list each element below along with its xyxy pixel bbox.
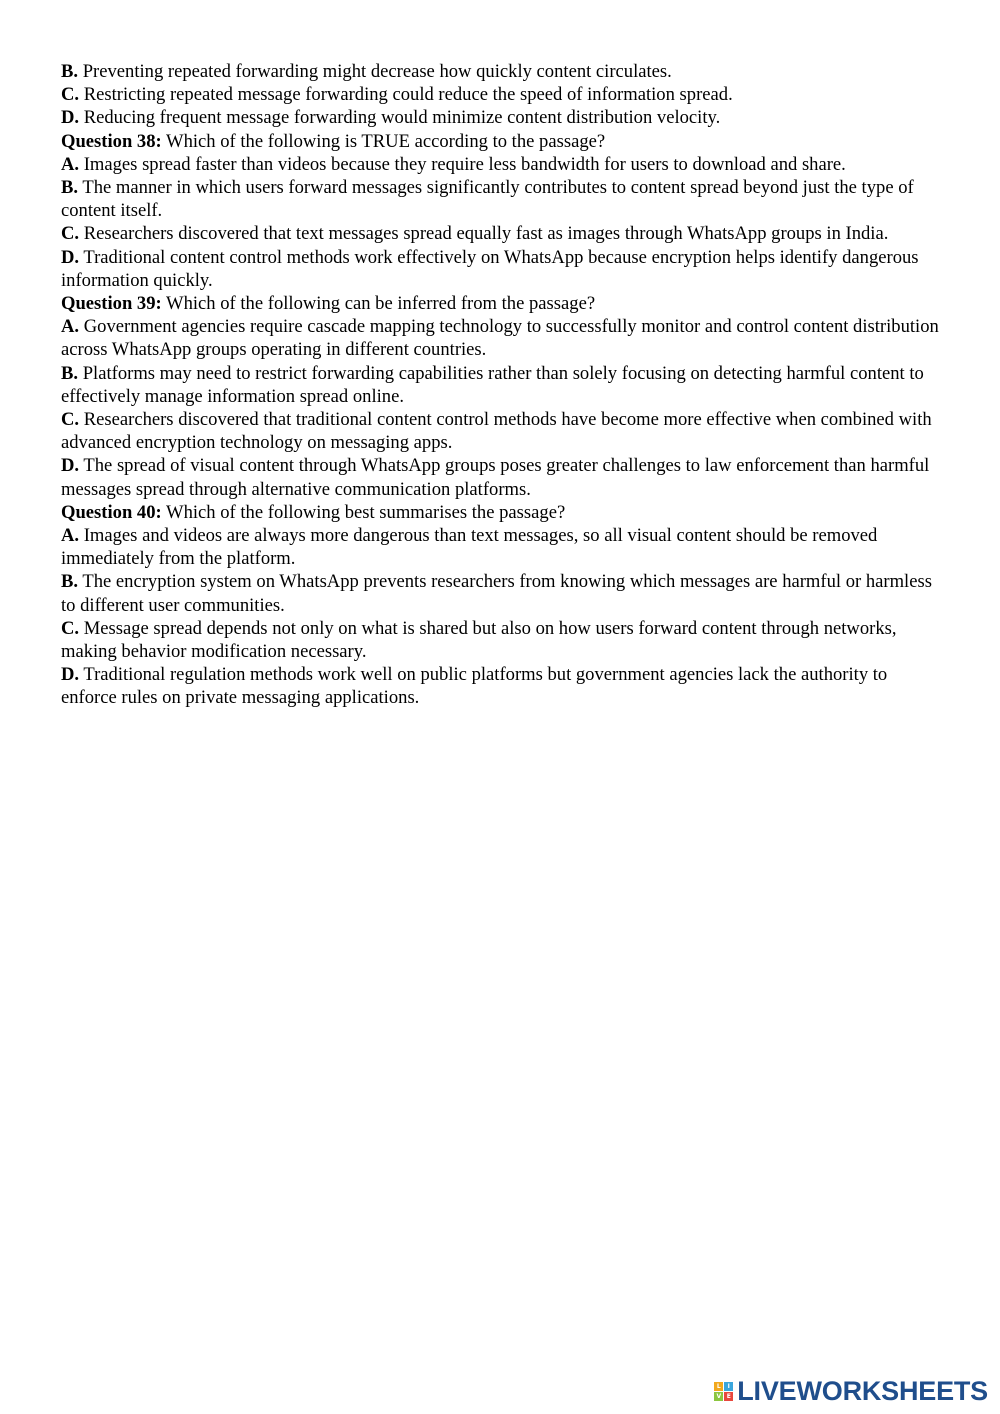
option-label: B. [61,61,79,82]
option-text: Researchers discovered that traditional content control methods have become more effective when combined with advanced encryption technology on messaging apps. [61,409,932,454]
option-text: Message spread depends not only on what is shared but also on how users forward content through networks, making behavior modification necessary. [61,617,897,663]
q39-option-a [61,315,946,361]
q38-option-a [61,153,946,176]
q39-option-d [61,454,946,500]
liveworksheets-icon [714,1382,733,1401]
q39-option-c [61,408,946,454]
option-text: The encryption system on WhatsApp prevents researchers from knowing which messages are harmful or harmless to different user communities. [61,571,932,616]
option-label: C. [61,617,80,639]
q37-option-b [61,60,946,83]
q37-option-c [61,83,946,106]
q37-option-d [61,106,946,129]
q38-option-b [61,176,946,222]
option-text: Researchers discovered that text messages spread equally fast as images through WhatsApp groups in India. [79,223,889,245]
q40-option-c [61,617,946,663]
option-text: Platforms may need to restrict forwarding capabilities rather than solely focusing on detecting harmful content to effectively manage information spread online. [61,362,924,407]
q39-stem [61,292,946,315]
option-text: Traditional content control methods work effectively on WhatsApp because encryption helps identify dangerous information quickly. [61,246,919,291]
option-label: C. [61,409,80,431]
logo-tile: E [724,1392,733,1401]
q40-option-b [61,570,946,616]
q40-stem [61,501,946,524]
option-label: A. [61,153,80,175]
option-label: D. [61,246,80,268]
logo-tile: L [714,1382,723,1391]
option-text: Preventing repeated forwarding might decrease how quickly content circulates. [78,61,672,82]
q38-stem [61,130,946,153]
q40-option-d [61,663,946,709]
q38-option-d [61,246,946,292]
question-label: Question 39: [61,293,162,315]
liveworksheets-logo [714,1376,988,1406]
question-text: Which of the following is TRUE according to the passage? [161,130,606,152]
option-label: A. [61,316,80,338]
question-text: Which of the following best summarises the passage? [161,501,566,523]
option-text: Images and videos are always more dangerous than text messages, so all visual content should be removed immediately from the platform. [61,525,878,570]
option-label: D. [61,107,80,129]
option-label: C. [61,84,80,106]
question-label: Question 38: [61,130,162,152]
question-label: Question 40: [61,501,162,523]
option-text: Restricting repeated message forwarding could reduce the speed of information spread. [79,84,733,106]
option-label: C. [61,223,80,245]
option-label: D. [61,455,80,477]
option-label: B. [61,177,79,199]
logo-tile: V [714,1392,723,1401]
option-label: B. [61,571,79,593]
option-text: Traditional regulation methods work well on public platforms but government agencies lack the authority to enforce rules on private messaging applications. [61,664,888,709]
option-text: Images spread faster than videos because they require less bandwidth for users to download and share. [79,153,846,175]
option-text: Reducing frequent message forwarding would minimize content distribution velocity. [79,107,721,129]
worksheet-content [61,60,946,710]
option-label: A. [61,525,80,547]
brand-name: LIVEWORKSHEETS [737,1376,988,1406]
question-text: Which of the following can be inferred from the passage? [161,293,596,315]
option-text: Government agencies require cascade mapping technology to successfully monitor and control content distribution across WhatsApp groups operating in different countries. [61,316,939,361]
q38-option-c [61,222,946,245]
logo-tile: I [724,1382,733,1391]
q39-option-b [61,362,946,408]
option-text: The spread of visual content through WhatsApp groups poses greater challenges to law enforcement than harmful messages spread through alternative communication platforms. [61,455,930,500]
option-text: The manner in which users forward messages significantly contributes to content spread beyond just the type of content itself. [61,177,914,222]
q40-option-a [61,524,946,570]
option-label: D. [61,664,80,686]
option-label: B. [61,362,79,384]
